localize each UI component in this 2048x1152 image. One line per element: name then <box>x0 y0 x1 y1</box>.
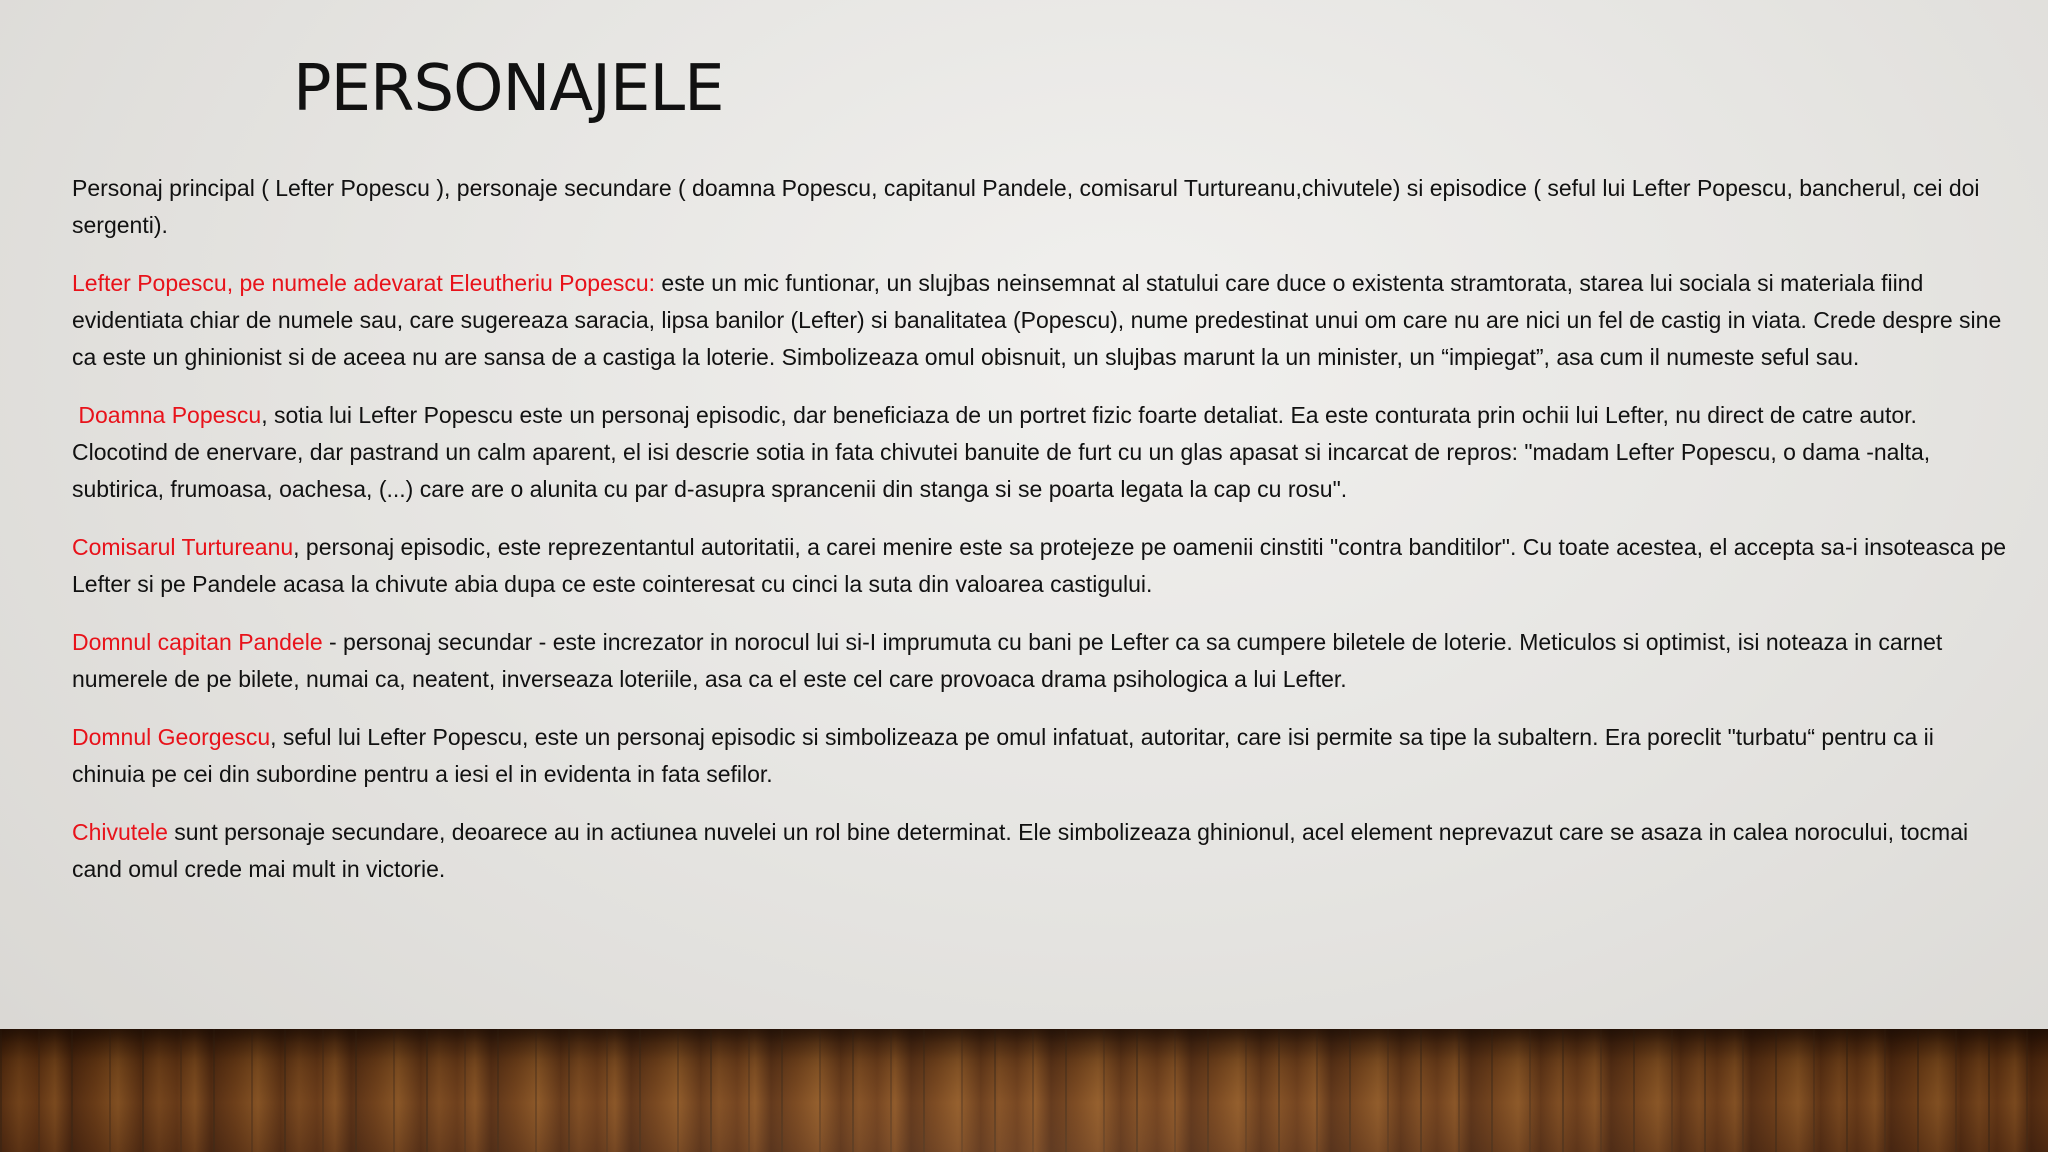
paragraph-text: , seful lui Lefter Popescu, este un personaj episodic si simbolizeaza pe omul infatuat, autoritar, care isi permite sa tipe la subaltern. Era poreclit "turbatu“ pentru ca ii chinuia pe cei din subordine pentru a iesi el in evidenta in fata sefilor. <box>72 724 1934 787</box>
character-name-doamna-popescu: Doamna Popescu <box>72 402 262 428</box>
paragraph-lefter-popescu <box>72 265 2007 376</box>
paragraph-text: este un mic funtionar, un slujbas neinsemnat al statului care duce o existenta stramtorata, starea lui sociala si materiala fiind evidentiata chiar de numele sau, care sugereaza saracia, lipsa banilor (Lefter) si banalitatea (Popescu), nume predestinat unui om care nu are nici un fel de castig in viata. Crede despre sine ca este un ghinionist si de aceea nu are sansa de a castiga la loterie. Simbolizeaza omul obisnuit, un slujbas marunt la un minister, un “impiegat”, asa cum il numeste seful sau. <box>72 270 2002 370</box>
character-name-comisarul-turtureanu: Comisarul Turtureanu <box>72 534 294 560</box>
paragraph-text: , sotia lui Lefter Popescu este un personaj episodic, dar beneficiaza de un portret fizic foarte detaliat. Ea este conturata prin ochii lui Lefter, nu direct de catre autor. Clocotind de enervare, dar pastrand un calm aparent, el isi descrie sotia in fata chivutei banuite de furt cu un glas apasat si incarcat de repros: "madam Lefter Popescu, o dama -nalta, subtirica, frumoasa, oachesa, (...) care are o alunita cu par d-asupra sprancenii din stanga si se poarta legata la cap cu rosu". <box>72 402 1931 502</box>
character-name-capitan-pandele: Domnul capitan Pandele <box>72 629 323 655</box>
floor-shadow <box>0 1029 2048 1152</box>
paragraph-capitan-pandele <box>72 624 2007 698</box>
paragraph-text: sunt personaje secundare, deoarece au in actiunea nuvelei un rol bine determinat. Ele simbolizeaza ghinionul, acel element neprevazut care se asaza in calea norocului, tocmai cand omul crede mai mult in victorie. <box>72 819 1969 882</box>
paragraph-domnul-georgescu <box>72 719 2007 793</box>
character-name-domnul-georgescu: Domnul Georgescu <box>72 724 271 750</box>
character-name-chivutele: Chivutele <box>72 819 168 845</box>
paragraph-overview <box>72 170 2007 244</box>
paragraph-doamna-popescu <box>72 397 2007 508</box>
character-name-lefter-popescu: Lefter Popescu, pe numele adevarat Eleutheriu Popescu: <box>72 270 656 296</box>
slide-body <box>72 170 2007 909</box>
paragraph-text: , personaj episodic, este reprezentantul autoritatii, a carei menire este sa protejeze pe oamenii cinstiti "contra banditilor". Cu toate acestea, el accepta sa-i insoteasca pe Lefter si pe Pandele acasa la chivute abia dupa ce este cointeresat cu cinci la suta din valoarea castigului. <box>72 534 2007 597</box>
paragraph-text: Personaj principal ( Lefter Popescu ), personaje secundare ( doamna Popescu, capitanul Pandele, comisarul Turtureanu,chivutele) si episodice ( seful lui Lefter Popescu, bancherul, cei doi sergenti). <box>72 175 1980 238</box>
paragraph-text: - personaj secundar - este increzator in norocul lui si-I imprumuta cu bani pe Lefter ca sa cumpere biletele de loterie. Meticulos si optimist, isi noteaza in carnet numerele de pe bilete, numai ca, neatent, inverseaza loteriile, asa ca el este cel care provoaca drama psihologica a lui Lefter. <box>72 629 1943 692</box>
paragraph-comisarul-turtureanu <box>72 529 2007 603</box>
slide-title: PERSONAJELE <box>293 52 724 126</box>
paragraph-chivutele <box>72 814 2007 888</box>
